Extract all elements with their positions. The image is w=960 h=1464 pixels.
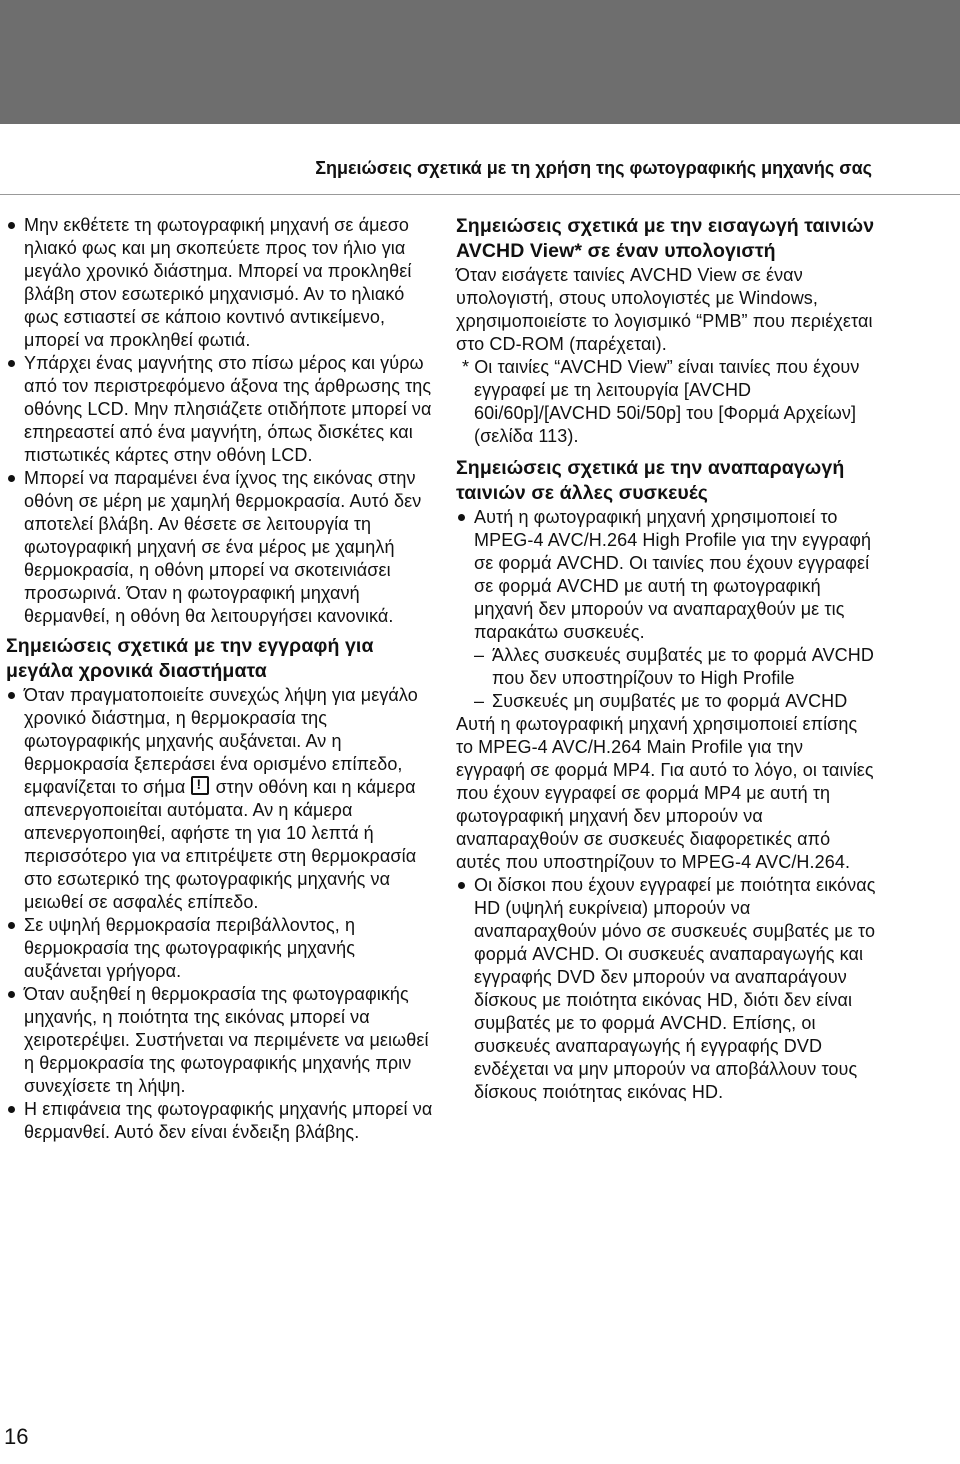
- list-item: Υπάρχει ένας μαγνήτης στο πίσω μέρος και γύρω από τον περιστρεφόμενο άξονα της άρθρωσης της οθόνης LCD. Μην πλησιάζετε οτιδήποτε μπορεί να επηρεαστεί από ένα μαγνήτη, όπως δισκέτες και πιστωτικές κάρτες στην οθόνη LCD.: [6, 352, 434, 467]
- list-item: [6, 684, 434, 914]
- list-item: Μπορεί να παραμένει ένα ίχνος της εικόνας στην οθόνη σε μέρη με χαμηλή θερμοκρασία. Αυτό δεν αποτελεί βλάβη. Αν θέσετε σε λειτουργία τη φωτογραφική μηχανή σε ένα μέρος με χαμηλή θερμοκρασία, η οθόνη μπορεί να σκοτεινιάσει προσωρινά. Όταν η φωτογραφική μηχανή θερμανθεί, η οθόνη θα λειτουργήσει κανονικά.: [6, 467, 434, 628]
- section-title: Σημειώσεις σχετικά με την εγγραφή για μεγάλα χρονικά διαστήματα: [6, 635, 374, 682]
- section-title: Σημειώσεις σχετικά με την εισαγωγή ταινιών AVCHD View* σε έναν υπολογιστή: [456, 215, 875, 262]
- section-title: Σημειώσεις σχετικά με την αναπαραγωγή ταινιών σε άλλες συσκευές: [456, 457, 845, 504]
- overheat-warning-icon: [191, 776, 209, 795]
- left-column: [6, 214, 434, 1144]
- dash-item: – Συσκευές μη συμβατές με το φορμά AVCHD: [456, 690, 876, 713]
- list-item: Όταν αυξηθεί η θερμοκρασία της φωτογραφικής μηχανής, η ποιότητα της εικόνας μπορεί να χειροτερέψει. Συστήνεται να περιμένετε να μειωθεί η θερμοκρασία της φωτογραφικής μηχανής πριν συνεχίσετε τη λήψη.: [6, 983, 434, 1098]
- paragraph: Όταν εισάγετε ταινίες AVCHD View σε έναν υπολογιστή, στους υπολογιστές με Windows, χρησιμοποιείστε το λογισμικό “PMB” που περιέχεται στο CD-ROM (παρέχεται).: [456, 265, 873, 354]
- right-column: [456, 214, 876, 1104]
- list-item: Σε υψηλή θερμοκρασία περιβάλλοντος, η θερμοκρασία της φωτογραφικής μηχανής αυξάνεται γρήγορα.: [6, 914, 434, 983]
- page-number: 16: [4, 1424, 29, 1449]
- header-rule: [0, 194, 960, 195]
- list-item-text: Όταν πραγματοποιείτε συνεχώς λήψη για μεγάλο χρονικό διάστημα, η θερμοκρασία της φωτογραφικής μηχανής αυξάνεται. Αν η θερμοκρασία ξεπεράσει ένα ορισμένο επίπεδο, εμφανίζεται το σήμα: [24, 685, 418, 797]
- list-item-text: στην οθόνη και η κάμερα απενεργοποιείται αυτόματα. Αν η κάμερα απενεργοποιηθεί, αφήστε τη για 10 λεπτά ή περισσότερο για να επιτρέψετε στη θερμοκρασία στο εσωτερικό της φωτογραφικής μηχανής να μειωθεί σε ασφαλές επίπεδο.: [24, 777, 417, 912]
- list-item: Η επιφάνεια της φωτογραφικής μηχανής μπορεί να θερμανθεί. Αυτό δεν είναι ένδειξη βλάβης.: [6, 1098, 434, 1144]
- list-item: Οι δίσκοι που έχουν εγγραφεί με ποιότητα εικόνας HD (υψηλή ευκρίνεια) μπορούν να αναπαραχθούν μόνο σε συσκευές συμβατές με το φορμά AVCHD. Οι συσκευές αναπαραγωγής και εγγραφής DVD δεν μπορούν να αναπαράγουν δίσκους με ποιότητα εικόνας HD, διότι δεν είναι συμβατές με το φορμά AVCHD. Επίσης, οι συσκευές αναπαραγωγής ή εγγραφής DVD ενδέχεται να μην μπορούν να αποβάλλουν τους δίσκους ποιότητας εικόνας HD.: [456, 874, 876, 1104]
- list-item: Μην εκθέτετε τη φωτογραφική μηχανή σε άμεσο ηλιακό φως και μη σκοπεύετε προς τον ήλιο για μεγάλο χρονικό διάστημα. Μπορεί να προκληθεί βλάβη στον εσωτερικό μηχανισμό. Αν το ηλιακό φως εστιαστεί σε κάποιο κοντινό αντικείμενο, μπορεί να προκληθεί φωτιά.: [6, 214, 434, 352]
- footnote: * Οι ταινίες “AVCHD View” είναι ταινίες που έχουν εγγραφεί με τη λειτουργία [AVCHD 60i/60p]/[AVCHD 50i/50p] του [Φορμά Αρχείων] (σελίδα 113).: [462, 357, 860, 446]
- running-header: Σημειώσεις σχετικά με τη χρήση της φωτογραφικής μηχανής σας: [315, 158, 872, 178]
- list-item: Αυτή η φωτογραφική μηχανή χρησιμοποιεί το MPEG-4 AVC/H.264 High Profile για την εγγραφή σε φορμά AVCHD. Οι ταινίες που έχουν εγγραφεί σε φορμά AVCHD με αυτή τη φωτογραφική μηχανή δεν μπορούν να αναπαραχθούν με τις παρακάτω συσκευές.: [456, 506, 876, 644]
- top-band: [0, 0, 960, 124]
- paragraph: Αυτή η φωτογραφική μηχανή χρησιμοποιεί επίσης το MPEG-4 AVC/H.264 Main Profile για την εγγραφή σε φορμά MP4. Για αυτό το λόγο, οι ταινίες που έχουν εγγραφεί σε φορμά MP4 με αυτή τη φωτογραφική μηχανή δεν μπορούν να αναπαραχθούν σε συσκευές διαφορετικές από αυτές που υποστηρίζουν το MPEG-4 AVC/H.264.: [456, 714, 874, 872]
- dash-item: – Άλλες συσκευές συμβατές με το φορμά AVCHD που δεν υποστηρίζουν το High Profile: [456, 644, 876, 690]
